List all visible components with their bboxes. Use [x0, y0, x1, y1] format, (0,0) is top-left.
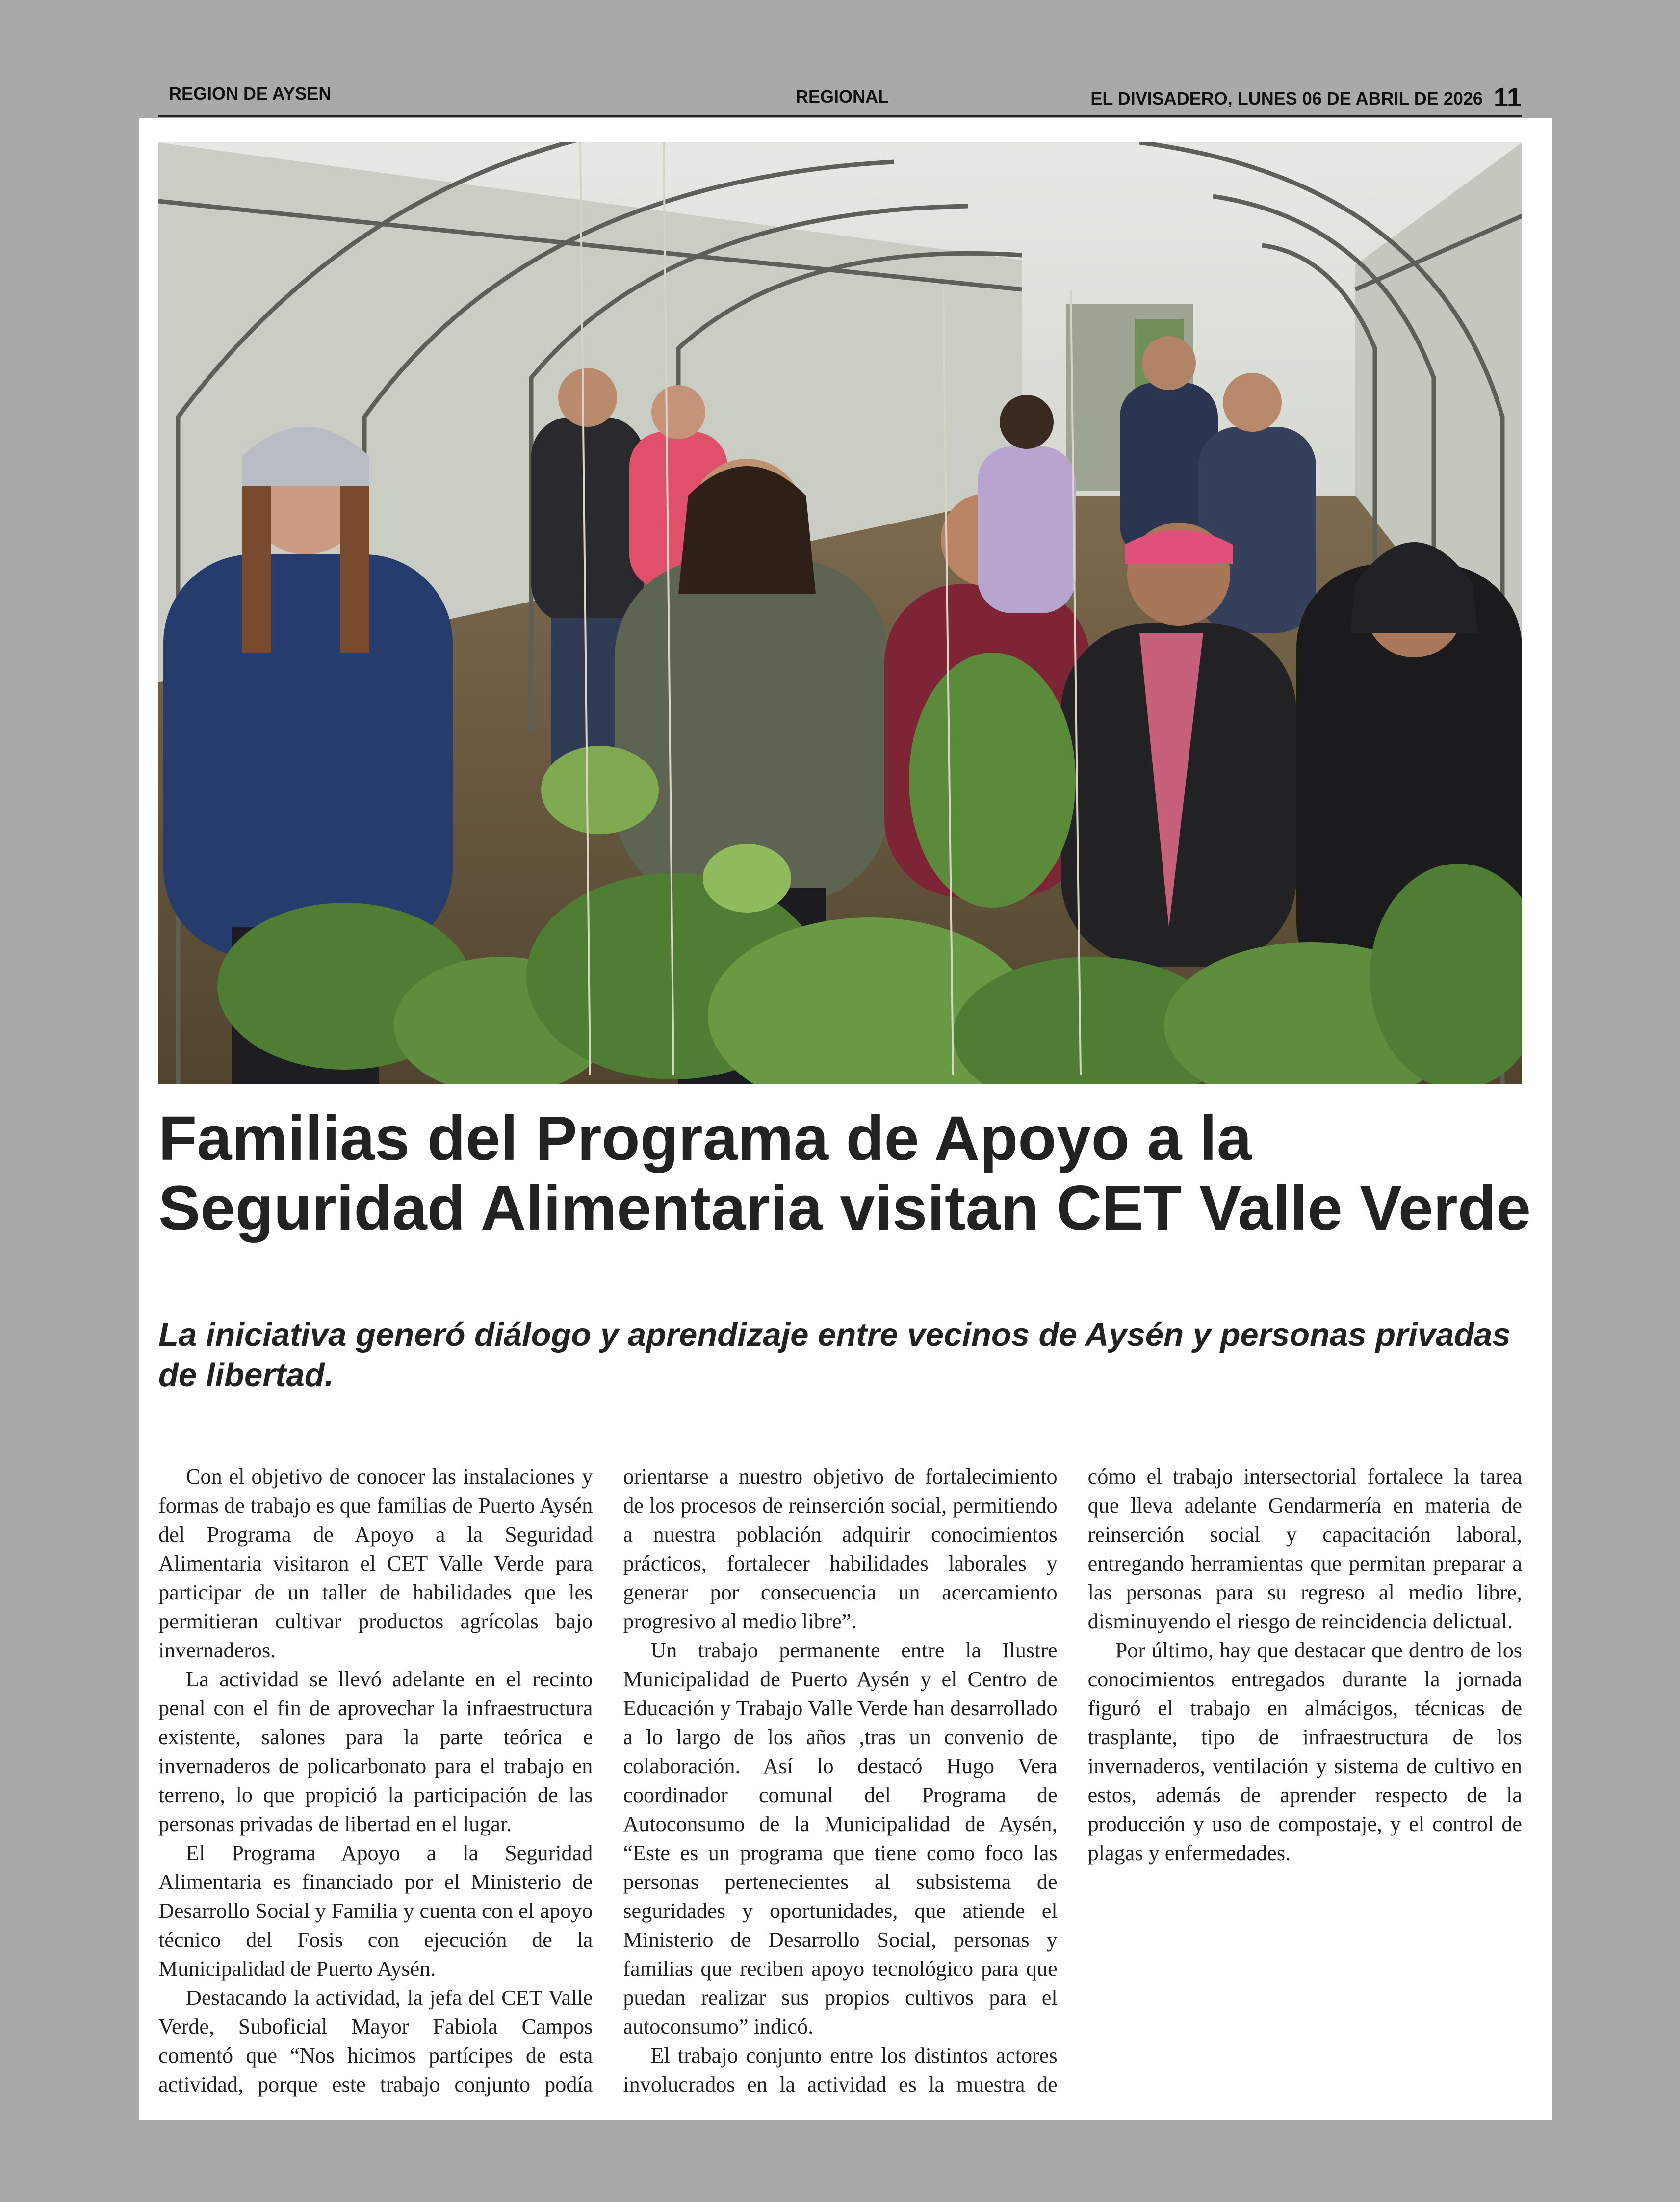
article-paragraph: El Programa Apoyo a la Seguridad Alimentaria es financiado por el Ministerio de Desarrollo Social y Familia y cuenta con el apoyo técnico del Fosis con ejecución de la Municipalidad de Puerto Aysén.: [158, 1841, 593, 1981]
newspaper-page: [139, 118, 1552, 2120]
section-label: REGION DE AYSEN: [169, 83, 332, 104]
article-paragraph: La actividad se llevó adelante en el recinto penal con el fin de aprovechar la infraestructura existente, salones para la parte teórica e invernaderos de policarbonato para el trabajo en terreno, lo que propició la participación de las personas privadas de libertad en el lugar.: [158, 1667, 593, 1836]
article-body: [158, 1462, 1522, 2100]
article-paragraph: El trabajo conjunto entre los distintos actores involucrados en la actividad es la muestra de cómo el trabajo intersectorial fortalece la tarea que lleva adelante Gendarmería en materia de reinserción social y capacitación laboral, entregando herramientas que permitan preparar a las personas para su regreso al medio libre, disminuyendo el riesgo de reincidencia delictual.: [623, 1465, 1522, 2097]
article-paragraph: Con el objetivo de conocer las instalaciones y formas de trabajo es que familias de Puerto Aysén del Programa de Apoyo a la Seguridad Alimentaria visitaron el CET Valle Verde para participar de un taller de habilidades que les permitieran cultivar productos agrícolas bajo invernaderos.: [158, 1465, 593, 1662]
article-photo: [158, 142, 1522, 1084]
article-headline: Familias del Programa de Apoyo a la Seguridad Alimentaria visitan CET Valle Verde: [158, 1103, 1531, 1243]
publication-date: EL DIVISADERO, LUNES 06 DE ABRIL DE 2026: [1090, 88, 1483, 108]
section-category: REGIONAL: [796, 86, 889, 106]
greenhouse-photo-illustration: [158, 142, 1522, 1084]
page-number: 11: [1493, 83, 1522, 112]
article-paragraph: Un trabajo permanente entre la Ilustre Municipalidad de Puerto Aysén y el Centro de Educación y Trabajo Valle Verde han desarrollado a lo largo de los años ,tras un convenio de colaboración. Así lo destacó Hugo Vera coordinador comunal del Programa de Autoconsumo de la Municipalidad de Aysén, “Este es un programa que tiene como foco las personas pertenecientes al subsistema de seguridades y oportunidades, que atiende el Ministerio de Desarrollo Social, personas y familias que reciben apoyo tecnológico para que puedan realizar sus propios cultivos para el autoconsumo” indicó.: [623, 1638, 1058, 2039]
page-header: [158, 82, 1522, 117]
article-paragraph: Destacando la actividad, la jefa del CET Valle Verde, Suboficial Mayor Fabiola Campos comentó que “Nos hicimos partícipes de esta actividad, porque este trabajo conjunto podía orientarse a nuestro objetivo de fortalecimiento de los procesos de reinserción social, permitiendo a nuestra población adquirir conocimientos prácticos, fortalecer habilidades laborales y generar por consecuencia un acercamiento progresivo al medio libre”.: [158, 1465, 1058, 2097]
publication-date-line: [1090, 82, 1522, 113]
article-subheadline: La iniciativa generó diálogo y aprendizaje entre vecinos de Aysén y personas privadas de libertad.: [158, 1316, 1511, 1393]
article-paragraph: Por último, hay que destacar que dentro de los conocimientos entregados durante la jornada figuró el trabajo en almácigos, técnicas de trasplante, tipo de infraestructura de los invernaderos, ventilación y sistema de cultivo en estos, además de aprender respecto de la producción y uso de compostaje, y el control de plagas y enfermedades.: [1087, 1638, 1522, 1865]
